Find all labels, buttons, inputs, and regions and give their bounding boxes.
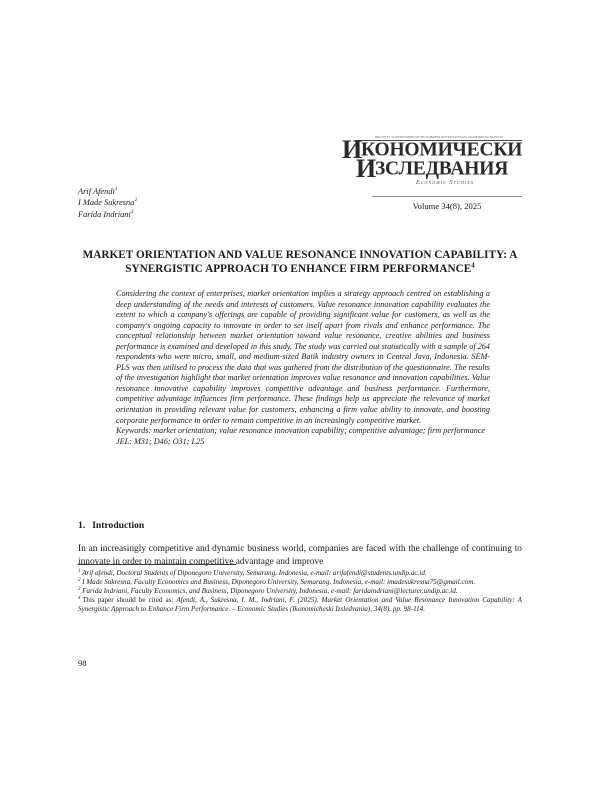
title-footnote-marker: 4 xyxy=(471,261,475,270)
logo-dropcap-2: И xyxy=(355,153,376,183)
author-name: Farida Indriani xyxy=(78,209,131,219)
footnote-item xyxy=(78,578,522,587)
journal-logo-subtitle: Economic Studies xyxy=(415,179,475,186)
footnote-marker: 2 xyxy=(78,576,81,583)
footnote-list xyxy=(78,569,522,614)
author-name: Arif Afendi xyxy=(78,187,115,196)
citation-text: Afendi, A., Sukresna, I. M., Indriani, F. (2025). Market Orientation and Value Resonance Innovation Capability: A Synergistic Approach to Enhance Firm Performance. – Economic Studies (Ikonomicheski Izsledvania), 34(8), pp. 98-114. xyxy=(78,596,523,614)
footnote-text: Farida Indriani, Faculty Economics, and Business, Diponegoro University, Indonesia, e-mail: faridaindriani@lecturer.undip.ac.id. xyxy=(82,587,458,596)
footnote-separator xyxy=(78,564,236,565)
footnote-text: I Made Sukresna, Faculty Economics and Business, Diponegoro University, Semarang, Indonesia, e-mail: imadesukresna75@gmail.com. xyxy=(82,578,476,587)
citation-lead: This paper should be cited as: xyxy=(82,596,174,605)
author-footnote-marker: 2 xyxy=(134,197,138,204)
author-name: I Made Sukresna xyxy=(78,198,135,208)
section-title: Introduction xyxy=(92,519,145,531)
author-footnote-marker: 3 xyxy=(130,209,134,216)
section-heading-introduction xyxy=(78,520,144,531)
author-footnote-marker: 1 xyxy=(114,186,118,193)
introduction-paragraph: In an increasingly competitive and dynamic business world, companies are faced with the challenge of continuing to innovate in order to maintain competitive advantage and improve xyxy=(78,544,522,567)
author-entry xyxy=(78,209,137,220)
footnote-item xyxy=(78,569,522,578)
volume-divider xyxy=(372,196,522,197)
author-list xyxy=(78,186,137,220)
abstract-block xyxy=(116,289,490,447)
institute-name: ИНСТИТУТ ЗА ИКОНОМИЧЕСКИ ИЗСЛЕДВАНИЯ ПРИ БЪЛГАРСКАТА АКАДЕМИЯ НА НАУКИТЕ xyxy=(375,135,503,140)
footnote-item xyxy=(78,596,522,614)
author-entry xyxy=(78,197,137,208)
section-number: 1. xyxy=(78,519,86,531)
article-title xyxy=(78,248,522,277)
footnote-text: Arif afendi, Doctoral Students of Diponegoro University, Semarang, Indonesia, e-mail: arifafendi@students.undip.ac.id. xyxy=(82,569,427,577)
volume-text: Volume 34(8), 2025 xyxy=(412,201,482,211)
journal-masthead xyxy=(342,136,522,186)
page-number: 98 xyxy=(78,658,87,668)
author-entry xyxy=(78,186,137,197)
footnote-marker: 3 xyxy=(78,585,81,592)
keywords-line: Keywords: market orientation; value resonance innovation capability; competitive advantage; firm performance xyxy=(116,426,486,436)
logo-dropcap-1: И xyxy=(342,134,363,164)
footnote-marker: 1 xyxy=(78,567,81,574)
abstract-text: Considering the context of enterprises, market orientation implies a strategy approach centred on establishing a deep understanding of the needs and interests of customers. Value resonance innovation capability evaluates the extent to which a company's offerings are capable of providing significant value for customers, as well as the company's ongoing capacity to innovate in order to set itself apart from rivals and enhance performance. The conceptual relationship between market orientation toward value resonance, creative abilities and business performance is examined and developed in this study. The study was carried out statistically with a sample of 264 respondents who were micro, small, and medium-sized Batik industry owners in Central Java, Indonesia. SEM-PLS was then utilised to process the data that was gathered from the distribution of the questionnaire. The results of the investigation highlight that market orientation improves value resonance and innovation capabilities. Value resonance innovative capability improves competitive advantage and business performance. Furthermore, competitive advantage influences firm performance. These findings help us appreciate the relevance of market orientation in providing relevant value for customers, enhancing a firm value ability to innovate, and boosting corporate performance in order to remain competitive in an increasingly competitive market. xyxy=(116,289,490,425)
logo-text-1: КОНОМИЧЕСКИ xyxy=(361,139,523,161)
logo-text-2: ЗСЛЕДВАНИЯ xyxy=(374,158,509,180)
footnote-item xyxy=(78,587,522,596)
footnote-marker: 4 xyxy=(78,594,81,601)
volume-block xyxy=(372,196,522,211)
article-title-text: MARKET ORIENTATION AND VALUE RESONANCE INNOVATION CAPABILITY: A SYNERGISTIC APPROACH TO ENHANCE FIRM PERFORMANCE xyxy=(82,248,518,276)
jel-line: JEL: M31; D46; O31; L25 xyxy=(116,436,205,446)
